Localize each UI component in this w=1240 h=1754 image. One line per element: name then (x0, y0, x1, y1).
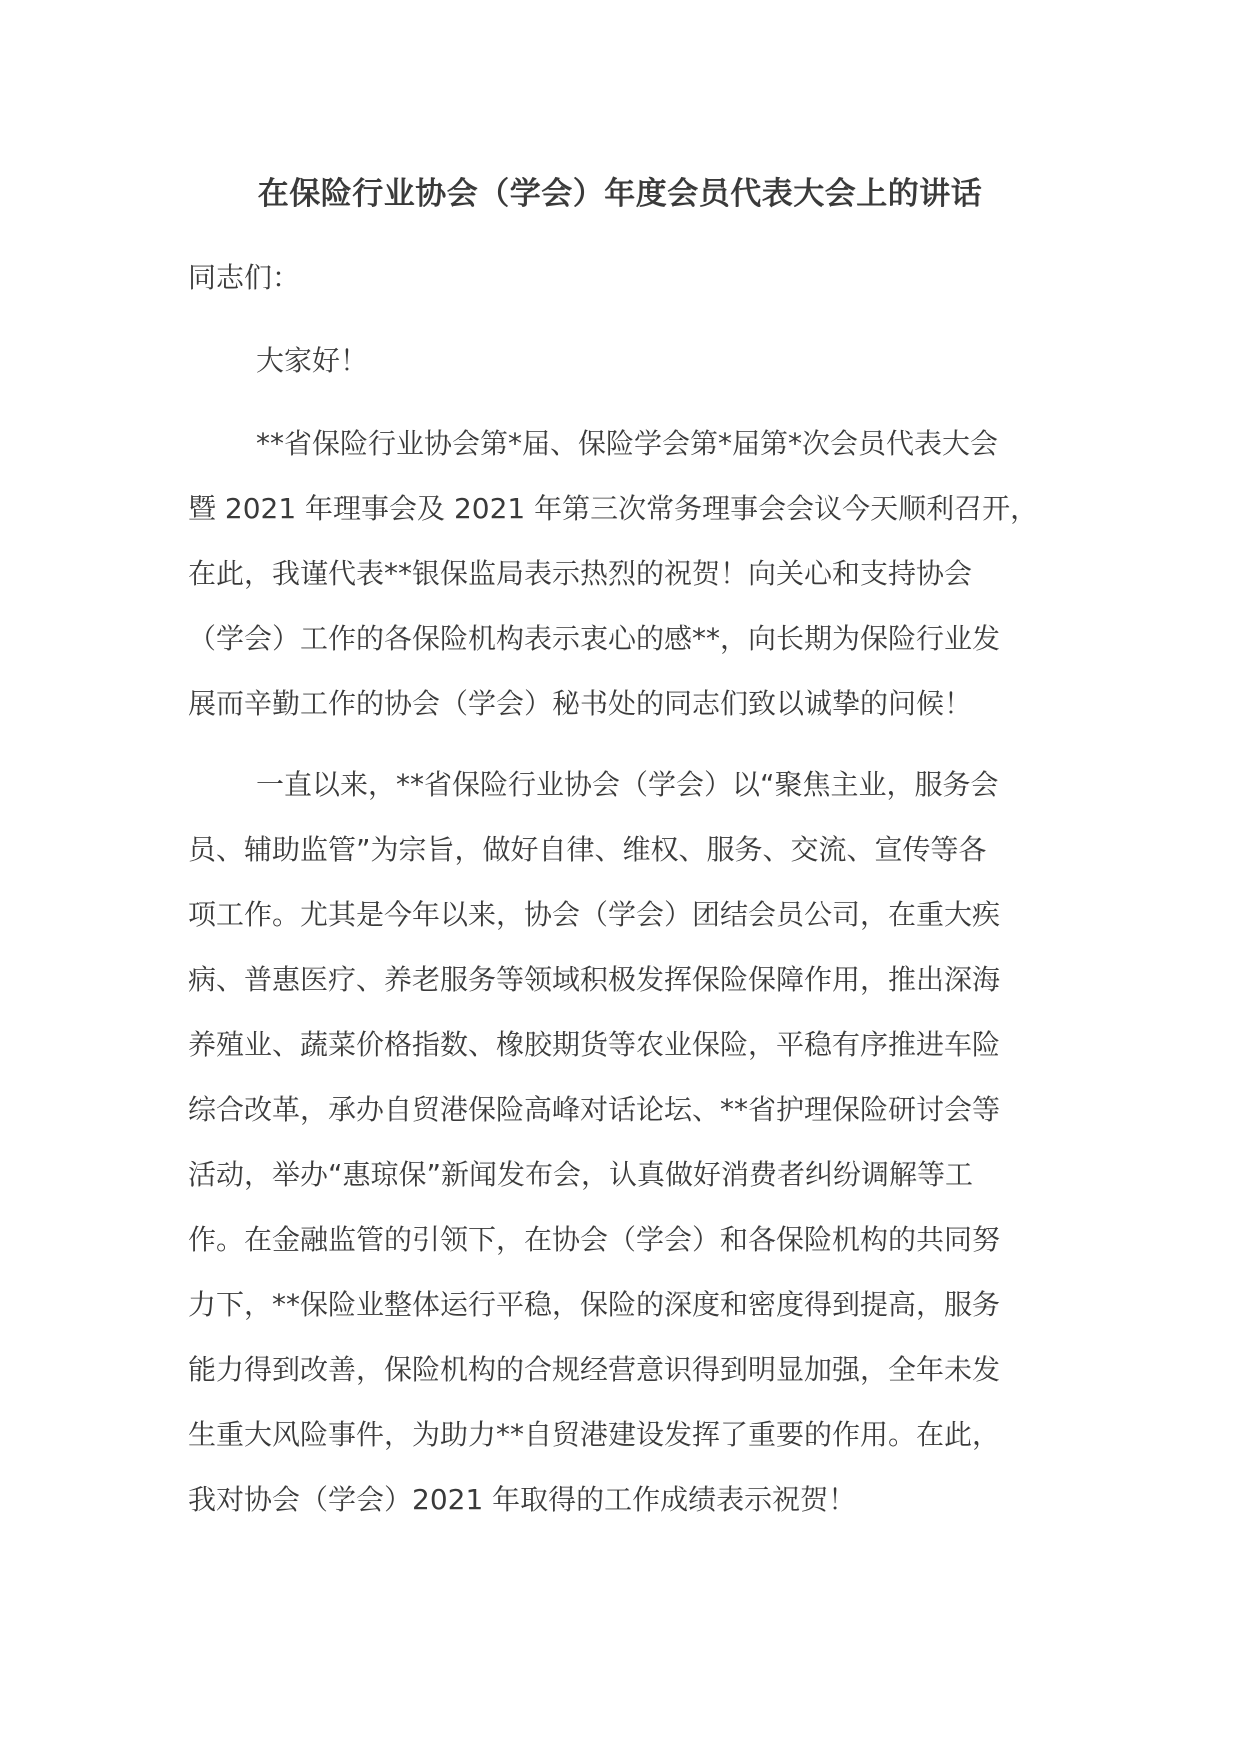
paragraph-line: 在此，我谨代表**银保监局表示热烈的祝贺！向关心和支持协会 (188, 557, 973, 590)
paragraph-line: 一直以来，**省保险行业协会（学会）以“聚焦主业，服务会 (256, 768, 999, 801)
paragraph-line: 活动，举办“惠琼保”新闻发布会，认真做好消费者纠纷调解等工 (188, 1158, 974, 1191)
paragraph-line: （学会）工作的各保险机构表示衷心的感**，向长期为保险行业发 (188, 622, 1001, 655)
paragraph-line: 综合改革，承办自贸港保险高峰对话论坛、**省护理保险研讨会等 (188, 1093, 1001, 1126)
paragraph-line: 我对协会（学会）2021 年取得的工作成绩表示祝贺！ (188, 1483, 857, 1516)
paragraph-line: 能力得到改善，保险机构的合规经营意识得到明显加强，全年未发 (188, 1353, 1001, 1386)
paragraph-line: 暨 2021 年理事会及 2021 年第三次常务理事会会议今天顺利召开， (188, 492, 1039, 525)
paragraph-line: 展而辛勤工作的协会（学会）秘书处的同志们致以诚挚的问候！ (188, 687, 973, 720)
paragraph-line: **省保险行业协会第*届、保险学会第*届第*次会员代表大会 (256, 427, 999, 460)
paragraph-line: 员、辅助监管”为宗旨，做好自律、维权、服务、交流、宣传等各 (188, 833, 987, 866)
paragraph-opening (188, 411, 1068, 736)
paragraph-achievements (188, 752, 1068, 1532)
paragraph-line: 生重大风险事件，为助力**自贸港建设发挥了重要的作用。在此， (188, 1418, 1001, 1451)
paragraph-line: 病、普惠医疗、养老服务等领域积极发挥保险保障作用，推出深海 (188, 963, 1001, 996)
paragraph-line: 力下，**保险业整体运行平稳，保险的深度和密度得到提高，服务 (188, 1288, 1001, 1321)
salutation: 同志们： (188, 261, 301, 294)
paragraph-line: 作。在金融监管的引领下，在协会（学会）和各保险机构的共同努 (188, 1223, 1001, 1256)
paragraph-line: 项工作。尤其是今年以来，协会（学会）团结会员公司，在重大疾 (188, 898, 1001, 931)
greeting: 大家好！ (256, 344, 369, 377)
paragraph-line: 养殖业、蔬菜价格指数、橡胶期货等农业保险，平稳有序推进车险 (188, 1028, 1001, 1061)
document-title: 在保险行业协会（学会）年度会员代表大会上的讲话 (257, 176, 983, 212)
